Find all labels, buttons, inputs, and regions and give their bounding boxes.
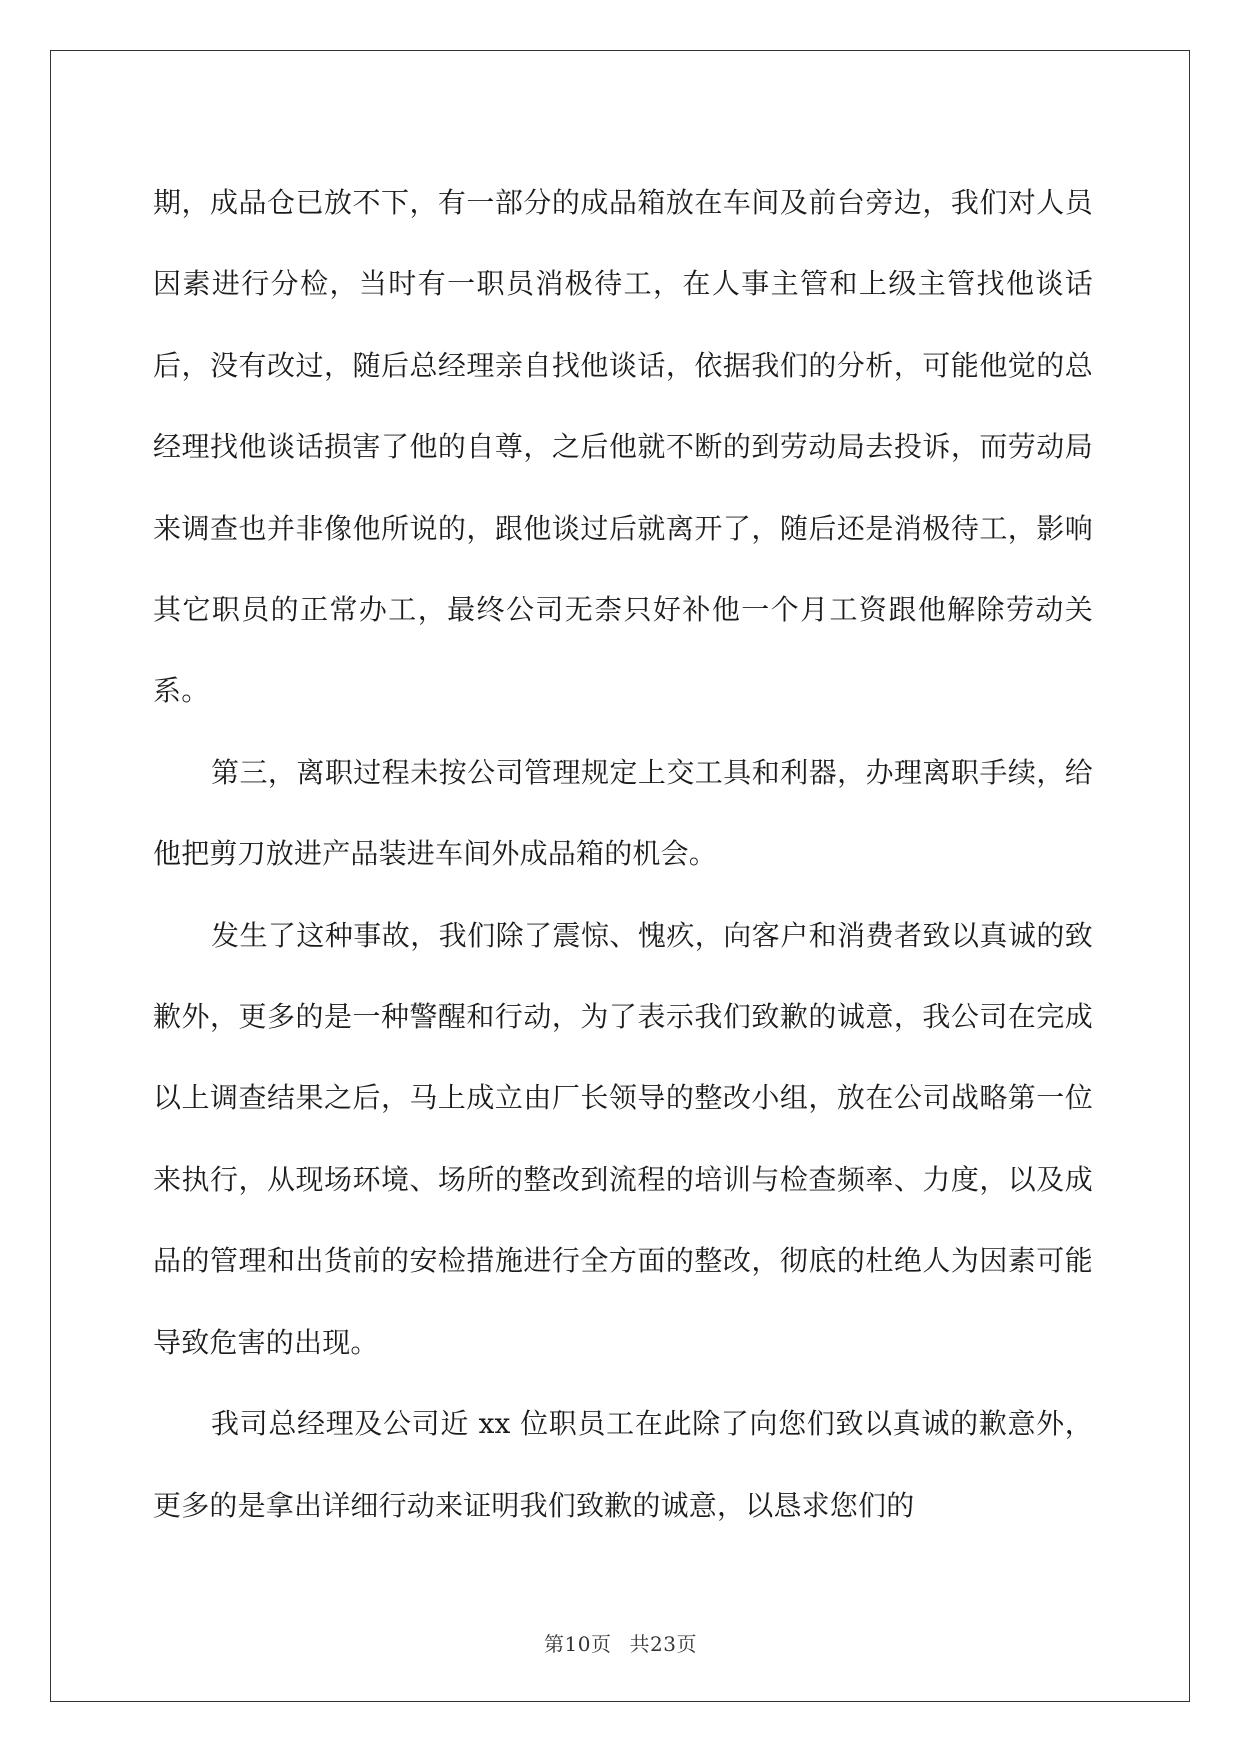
document-body: [153, 162, 1093, 1546]
paragraph-3: 发生了这种事故，我们除了震惊、愧疚，向客户和消费者致以真诚的致歉外，更多的是一种警醒和行动，为了表示我们致歉的诚意，我公司在完成以上调查结果之后，马上成立由厂长领导的整改小组，放在公司战略第一位来执行，从现场环境、场所的整改到流程的培训与检查频率、力度，以及成品的管理和出货前的安检措施进行全方面的整改，彻底的杜绝人为因素可能导致危害的出现。: [153, 918, 1093, 1359]
page-total: 共23页: [629, 1632, 697, 1656]
page-number: 第10页: [544, 1632, 612, 1656]
paragraph-4: 我司总经理及公司近 xx 位职员工在此除了向您们致以真诚的歉意外，更多的是拿出详细行动来证明我们致歉的诚意，以恳求您们的: [153, 1407, 1093, 1522]
paragraph-1: 期，成品仓已放不下，有一部分的成品箱放在车间及前台旁边，我们对人员因素进行分检，当时有一职员消极待工，在人事主管和上级主管找他谈话后，没有改过，随后总经理亲自找他谈话，依据我们的分析，可能他觉的总经理找他谈话损害了他的自尊，之后他就不断的到劳动局去投诉，而劳动局来调查也并非像他所说的，跟他谈过后就离开了，随后还是消极待工，影响其它职员的正常办工，最终公司无柰只好补他一个月工资跟他解除劳动关系。: [153, 186, 1093, 708]
paragraph-2: 第三，离职过程未按公司管理规定上交工具和利器，办理离职手续，给他把剪刀放进产品装进车间外成品箱的机会。: [153, 755, 1093, 871]
page-footer: [0, 1628, 1241, 1657]
